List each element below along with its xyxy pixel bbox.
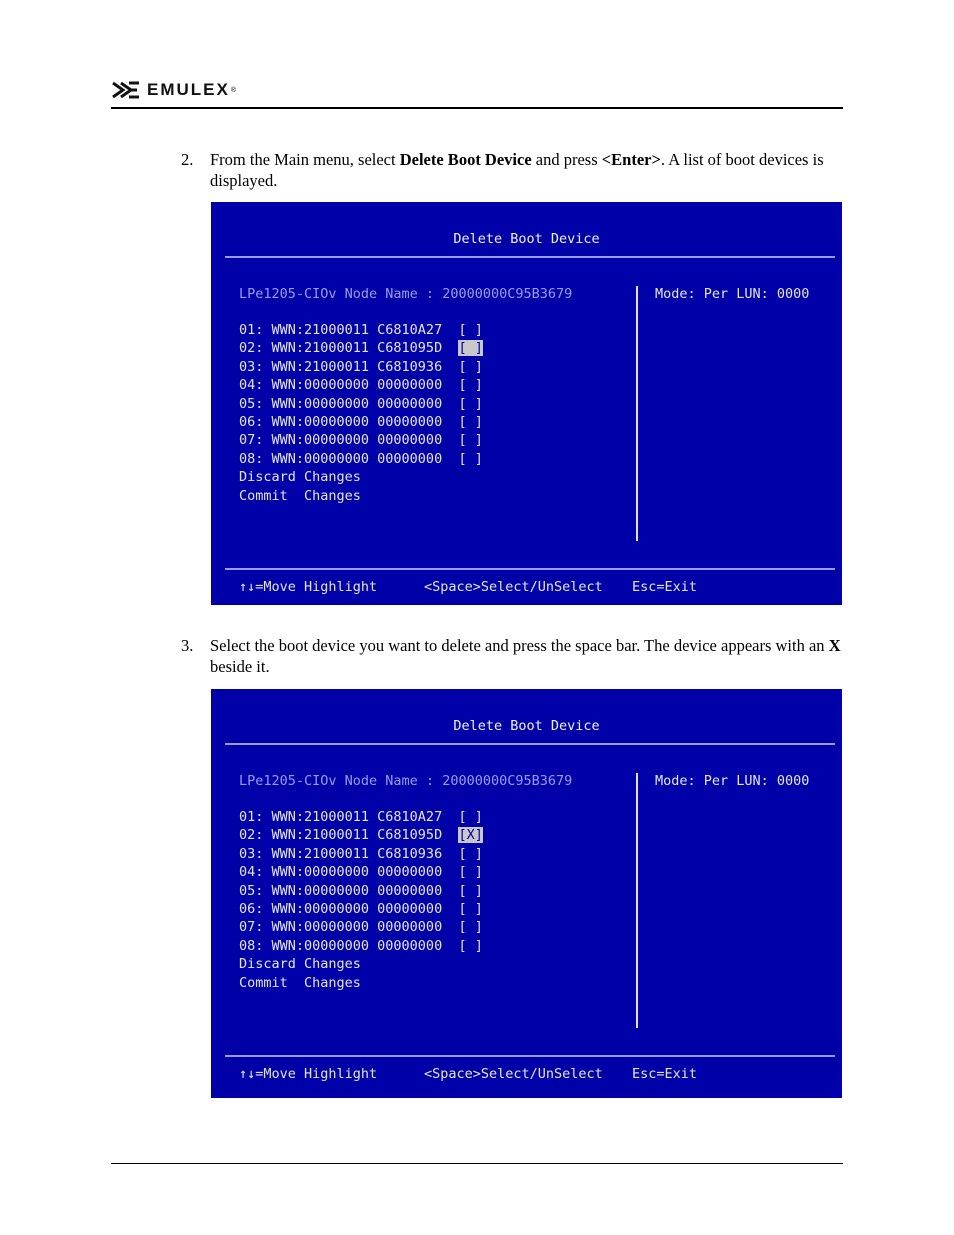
step-number: 3. <box>181 636 194 655</box>
device-row-08[interactable]: 08: WWN:00000000 00000000 [ ] <box>239 450 483 467</box>
divider-bottom <box>225 1055 835 1057</box>
footer-rule <box>111 1163 843 1164</box>
logo-text: EMULEX <box>147 80 230 99</box>
step-number: 2. <box>181 150 194 169</box>
step-2 <box>181 149 841 191</box>
device-checkbox-checked[interactable]: [X] <box>458 827 483 844</box>
device-row-03[interactable]: 03: WWN:21000011 C6810936 [ ] <box>239 358 483 375</box>
logo-trademark: ® <box>230 86 237 94</box>
device-checkbox[interactable]: [ ] <box>458 845 483 862</box>
device-checkbox[interactable]: [ ] <box>458 864 483 881</box>
device-checkbox[interactable]: [ ] <box>458 395 483 412</box>
device-row-06[interactable]: 06: WWN:00000000 00000000 [ ] <box>239 900 483 917</box>
device-row-04[interactable]: 04: WWN:00000000 00000000 [ ] <box>239 864 483 881</box>
emulex-logo-icon <box>111 81 141 99</box>
device-row-07[interactable]: 07: WWN:00000000 00000000 [ ] <box>239 919 483 936</box>
device-checkbox[interactable]: [ ] <box>458 450 483 467</box>
device-checkbox[interactable]: [ ] <box>458 322 483 338</box>
device-checkbox[interactable]: [ ] <box>458 809 483 825</box>
divider-top <box>225 743 835 745</box>
device-checkbox[interactable]: [ ] <box>458 413 483 430</box>
divider-top <box>225 256 835 258</box>
screen-title: Delete Boot Device <box>453 231 600 247</box>
device-row-05[interactable]: 05: WWN:00000000 00000000 [ ] <box>239 395 483 412</box>
footer-exit-hint: Esc=Exit <box>632 1066 698 1082</box>
footer-select-hint: <Space>Select/UnSelect <box>424 579 603 595</box>
commit-changes-item[interactable]: Commit Changes <box>239 487 361 504</box>
step-text: Select the boot device you want to delete and press the space bar. The device appears with an X beside it. <box>210 636 841 676</box>
device-row-06[interactable]: 06: WWN:00000000 00000000 [ ] <box>239 413 483 430</box>
device-checkbox[interactable]: [ ] <box>458 900 483 917</box>
node-name-line: LPe1205-CIOv Node Name : 20000000C95B3679 <box>239 773 573 789</box>
device-checkbox[interactable]: [ ] <box>458 377 483 394</box>
device-row-01[interactable]: 01: WWN:21000011 C6810A27 [ ] <box>239 809 483 825</box>
bios-screen-2 <box>211 689 842 1098</box>
device-row-02[interactable]: 02: WWN:21000011 C681095D [ ] <box>239 340 483 357</box>
device-list <box>239 321 483 505</box>
divider-vertical <box>636 773 638 1028</box>
emulex-logo <box>111 80 236 100</box>
step-3 <box>181 635 841 677</box>
footer-move-hint: ↑↓=Move Highlight <box>239 1066 378 1082</box>
discard-changes-item[interactable]: Discard Changes <box>239 956 361 973</box>
device-checkbox-highlighted[interactable]: [ ] <box>458 340 483 357</box>
device-checkbox[interactable]: [ ] <box>458 432 483 449</box>
screen-title: Delete Boot Device <box>453 718 600 734</box>
footer-select-hint: <Space>Select/UnSelect <box>424 1066 603 1082</box>
divider-vertical <box>636 286 638 541</box>
device-row-02[interactable]: 02: WWN:21000011 C681095D [X] <box>239 827 483 844</box>
mode-line: Mode: Per LUN: 0000 <box>655 773 810 789</box>
bios-screen-1 <box>211 202 842 605</box>
device-row-04[interactable]: 04: WWN:00000000 00000000 [ ] <box>239 377 483 394</box>
device-row-01[interactable]: 01: WWN:21000011 C6810A27 [ ] <box>239 322 483 338</box>
commit-changes-item[interactable]: Commit Changes <box>239 974 361 991</box>
device-row-08[interactable]: 08: WWN:00000000 00000000 [ ] <box>239 937 483 954</box>
device-row-03[interactable]: 03: WWN:21000011 C6810936 [ ] <box>239 845 483 862</box>
step-text: From the Main menu, select Delete Boot Device and press <Enter>. A list of boot devices is displayed. <box>210 150 824 190</box>
footer-exit-hint: Esc=Exit <box>632 579 698 595</box>
mode-line: Mode: Per LUN: 0000 <box>655 286 810 302</box>
device-checkbox[interactable]: [ ] <box>458 919 483 936</box>
footer-move-hint: ↑↓=Move Highlight <box>239 579 378 595</box>
discard-changes-item[interactable]: Discard Changes <box>239 469 361 486</box>
device-row-05[interactable]: 05: WWN:00000000 00000000 [ ] <box>239 882 483 899</box>
device-list <box>239 808 483 992</box>
divider-bottom <box>225 568 835 570</box>
device-checkbox[interactable]: [ ] <box>458 937 483 954</box>
device-checkbox[interactable]: [ ] <box>458 882 483 899</box>
device-checkbox[interactable]: [ ] <box>458 358 483 375</box>
device-row-07[interactable]: 07: WWN:00000000 00000000 [ ] <box>239 432 483 449</box>
node-name-line: LPe1205-CIOv Node Name : 20000000C95B3679 <box>239 286 573 302</box>
header-rule <box>111 107 843 109</box>
